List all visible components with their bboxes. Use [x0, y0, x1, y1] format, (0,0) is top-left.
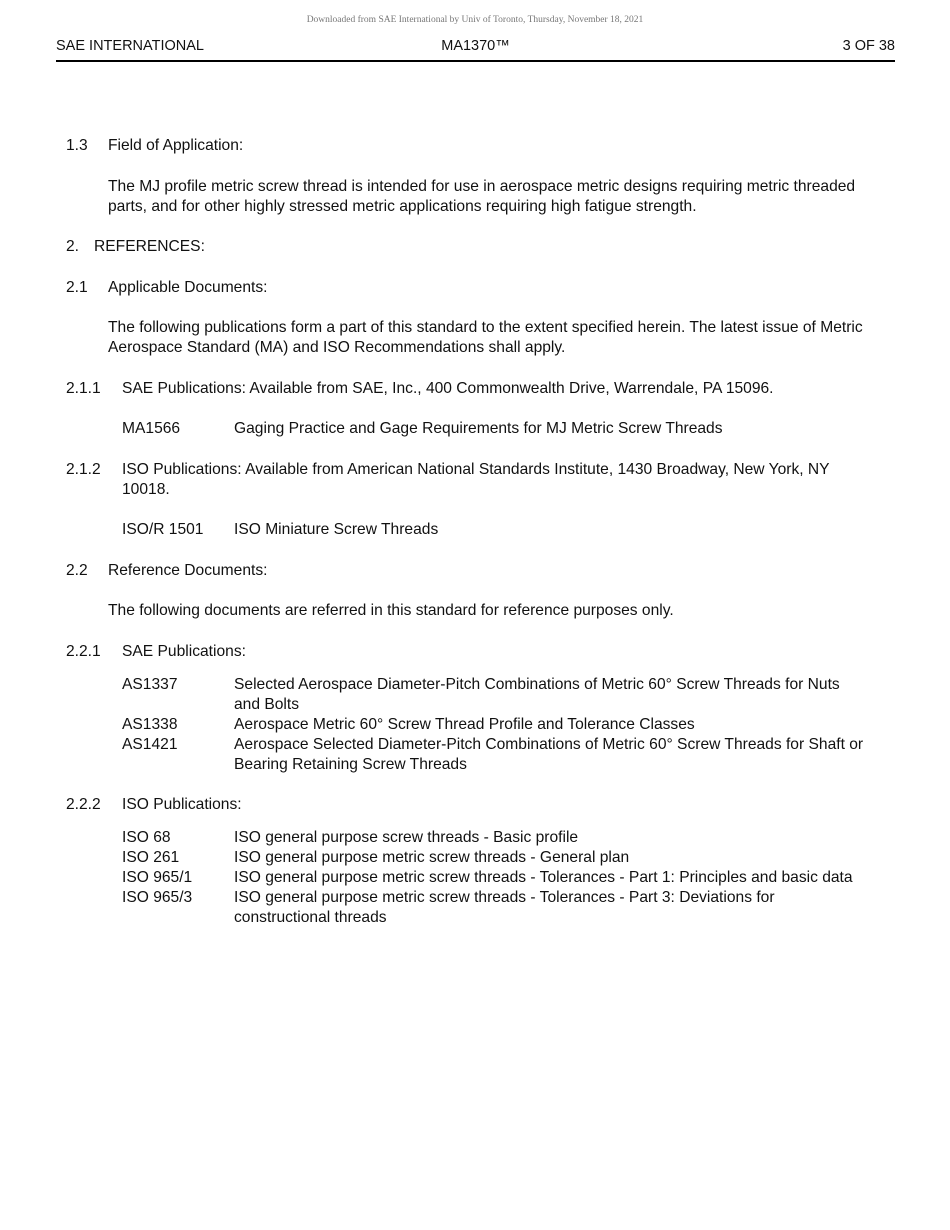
document-body [66, 136, 866, 928]
reference-row [66, 828, 866, 848]
reference-code: ISO/R 1501 [122, 521, 204, 538]
reference-code: ISO 68 [122, 829, 171, 846]
reference-title: ISO general purpose metric screw threads - General plan [234, 849, 630, 866]
section-text: SAE Publications: Available from SAE, Inc., 400 Commonwealth Drive, Warrendale, PA 15096. [122, 379, 774, 397]
header-document-number: MA1370™ [441, 38, 510, 54]
reference-row [66, 419, 866, 439]
reference-row [66, 868, 866, 888]
section-title: ISO Publications: [122, 796, 242, 813]
section-title: REFERENCES: [94, 238, 205, 255]
reference-row [66, 715, 866, 735]
section-text: ISO Publications: Available from American National Standards Institute, 1430 Broadway, New York, NY 10018. [122, 460, 830, 498]
header-page-number: 3 OF 38 [842, 38, 895, 54]
section-2-heading [66, 237, 866, 257]
reference-code: AS1338 [122, 715, 178, 733]
section-2-2-heading [66, 561, 866, 581]
reference-title: Gaging Practice and Gage Requirements for MJ Metric Screw Threads [234, 420, 723, 437]
header-organization: SAE INTERNATIONAL [56, 38, 204, 54]
section-title: SAE Publications: [122, 642, 246, 660]
section-title: Field of Application: [108, 137, 244, 154]
page-header [56, 38, 895, 58]
reference-row [66, 675, 866, 715]
section-number: 2.2.2 [66, 796, 101, 813]
section-title: Applicable Documents: [108, 278, 268, 296]
reference-title: ISO general purpose metric screw threads - Tolerances - Part 3: Deviations for constructional threads [234, 889, 775, 926]
reference-code: AS1421 [122, 735, 178, 753]
section-2-2-1-heading [66, 642, 866, 662]
reference-row [66, 520, 866, 540]
section-2-2-body: The following documents are referred in this standard for reference purposes only. [108, 602, 674, 619]
reference-row [66, 735, 866, 775]
section-1-3-heading [66, 136, 866, 156]
section-number: 2.1 [66, 278, 88, 296]
section-2-2-2-heading [66, 795, 866, 815]
reference-row [66, 888, 866, 928]
reference-title: Aerospace Metric 60° Screw Thread Profile and Tolerance Classes [234, 715, 695, 733]
section-number: 1.3 [66, 137, 88, 154]
reference-title: ISO Miniature Screw Threads [234, 521, 439, 538]
section-1-3-body: The MJ profile metric screw thread is intended for use in aerospace metric designs requiring metric threaded parts, and for other highly stressed metric applications requiring high fatigue strength. [108, 177, 856, 215]
section-2-1-heading [66, 278, 866, 298]
section-2-1-2-heading [66, 460, 866, 500]
section-2-1-1-heading [66, 379, 866, 399]
section-title: Reference Documents: [108, 561, 268, 579]
reference-code: ISO 965/3 [122, 889, 193, 906]
reference-title: ISO general purpose metric screw threads - Tolerances - Part 1: Principles and basic data [234, 869, 853, 886]
reference-code: ISO 261 [122, 849, 180, 866]
reference-code: AS1337 [122, 675, 178, 693]
section-number: 2. [66, 238, 80, 255]
section-2-1-body: The following publications form a part of this standard to the extent specified herein. The latest issue of Metric Aerospace Standard (MA) and ISO Recommendations shall apply. [108, 319, 863, 356]
reference-title: Selected Aerospace Diameter-Pitch Combinations of Metric 60° Screw Threads for Nuts and Bolts [234, 675, 840, 713]
reference-code: ISO 965/1 [122, 869, 193, 886]
section-number: 2.1.2 [66, 460, 101, 478]
section-number: 2.2 [66, 561, 88, 579]
reference-title: Aerospace Selected Diameter-Pitch Combinations of Metric 60° Screw Threads for Shaft or Bearing Retaining Screw Threads [234, 735, 864, 773]
reference-title: ISO general purpose screw threads - Basic profile [234, 829, 579, 846]
section-number: 2.2.1 [66, 642, 101, 660]
reference-code: MA1566 [122, 420, 181, 437]
section-number: 2.1.1 [66, 379, 101, 397]
header-rule [56, 60, 895, 62]
download-watermark: Downloaded from SAE International by Univ of Toronto, Thursday, November 18, 2021 [306, 15, 644, 25]
reference-row [66, 848, 866, 868]
